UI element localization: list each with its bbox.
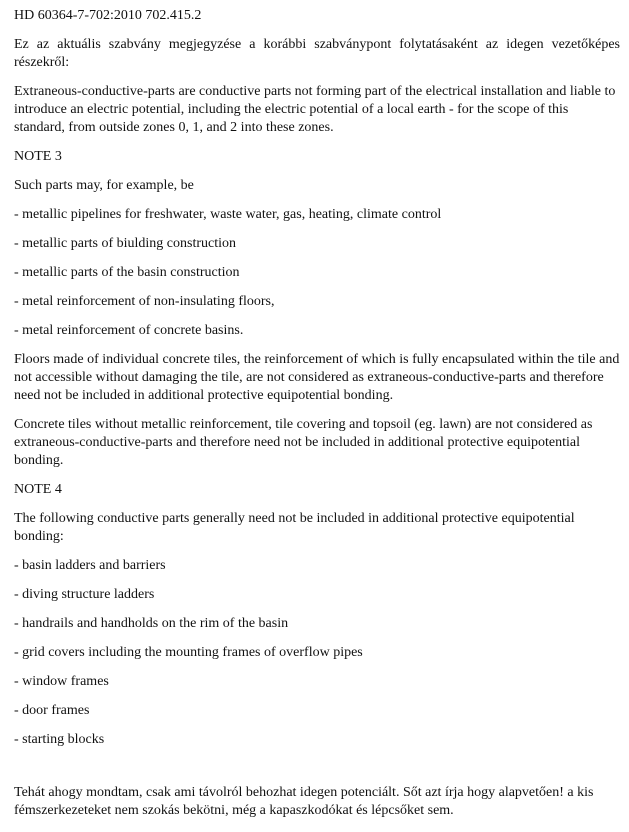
list-item: - diving structure ladders — [14, 587, 155, 602]
note-3-paragraph-concrete: Concrete tiles without metallic reinforcement, tile covering and topsoil (eg. lawn) are not considered as extraneous-conductive-parts and therefore need not be included in additional protective equipotential bonding. — [14, 417, 593, 468]
list-item: - metallic parts of biulding construction — [14, 236, 237, 251]
closing-comment: Tehát ahogy mondtam, csak ami távolról behozhat idegen potenciált. Sőt azt írja hogy alapvetően! a kis fémszerkezeteket nem szokás bekötni, még a kapaszkodókat és lépcsőket sem. — [14, 785, 594, 818]
intro-paragraph: Ez az aktuális szabvány megjegyzése a korábbi szabványpont folytatásaként az idegen vezetőképes részekről: — [14, 37, 620, 70]
list-item: - metal reinforcement of concrete basins. — [14, 323, 244, 338]
definition-paragraph: Extraneous-conductive-parts are conductive parts not forming part of the electrical installation and liable to introduce an electric potential, including the electric potential of a local earth - for the scope of this standard, from outside zones 0, 1, and 2 into these zones. — [14, 84, 616, 135]
note-4-title: NOTE 4 — [14, 482, 62, 497]
list-item: - handrails and handholds on the rim of the basin — [14, 616, 289, 631]
note-3-paragraph-tiles: Floors made of individual concrete tiles, the reinforcement of which is fully encapsulated within the tile and not accessible without damaging the tile, are not considered as extraneous-conductive-parts and therefore need not be included in additional protective equipotential bonding. — [14, 352, 620, 403]
list-item: - starting blocks — [14, 732, 105, 747]
list-item: - metal reinforcement of non-insulating floors, — [14, 294, 275, 309]
list-item: - grid covers including the mounting frames of overflow pipes — [14, 645, 363, 660]
list-item: - metallic pipelines for freshwater, waste water, gas, heating, climate control — [14, 207, 442, 222]
list-item: - window frames — [14, 674, 109, 689]
document-body — [14, 7, 620, 831]
list-item: - metallic parts of the basin construction — [14, 265, 240, 280]
spacer — [14, 760, 620, 784]
note-4-list — [14, 557, 620, 749]
standard-reference-heading: HD 60364-7-702:2010 702.415.2 — [14, 8, 202, 23]
note-3-title: NOTE 3 — [14, 149, 62, 164]
note-3-lead: Such parts may, for example, be — [14, 178, 194, 193]
note-3-list — [14, 206, 620, 340]
list-item: - door frames — [14, 703, 90, 718]
note-4-lead: The following conductive parts generally need not be included in additional protective equipotential bonding: — [14, 511, 575, 544]
list-item: - basin ladders and barriers — [14, 558, 166, 573]
